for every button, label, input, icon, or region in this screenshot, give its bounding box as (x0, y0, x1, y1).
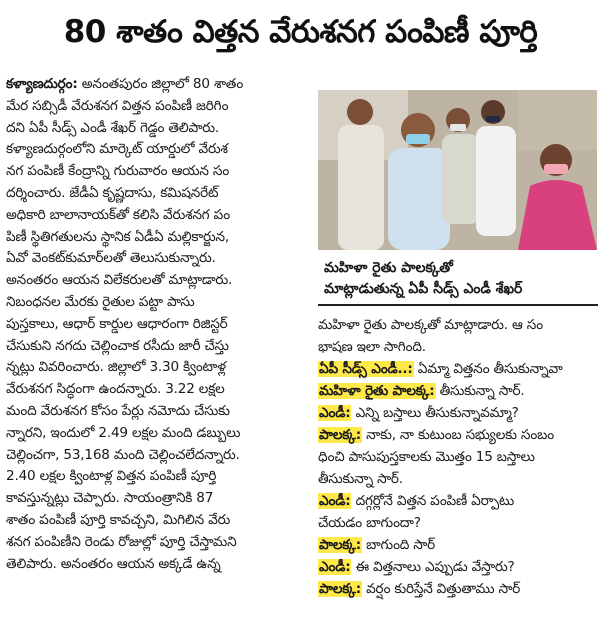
article-line: 2.40 లక్షల క్వింటాళ్ల విత్తన పంపిణీ పూర్తి (6, 468, 217, 485)
article-line: మేర సబ్సిడీ వేరుశనగ విత్తన పంపిణీ జరిగిం (6, 97, 229, 114)
dialogue-line (318, 358, 598, 380)
dialogue-line (318, 402, 598, 424)
article-line: అనంతరం ఆయన విలేకరులతో మాట్లాడారు. (6, 272, 233, 289)
dialogue-line (318, 446, 598, 468)
speaker-label: పాలక్క: (319, 537, 361, 553)
speaker-label: ఎండీ: (319, 493, 351, 509)
article-line: దని ఏపీ సీడ్స్ ఎండీ శేఖర్ గెడ్డం తెలిపారు. (6, 119, 219, 136)
photo-illustration (318, 90, 597, 250)
dialogue-text: తీసుకున్నా సార్. (435, 383, 525, 399)
article-line: చేసుకుని నగదు చెల్లించాక రసీదు జారీ చేస్తు (6, 337, 229, 354)
speaker-label: ఏపీ సీడ్స్ ఎండీ..: (319, 361, 413, 377)
article-line: న్నారని, ఇందులో 2.49 లక్షల మంది డబ్బులు (6, 424, 241, 441)
article-line: దర్శించారు. జేడీఏ కృష్ణదాసు, కమిషనరేట్ (6, 184, 219, 201)
article-line: న్నట్లు వివరించారు. జిల్లాలో 3.30 క్వింటాళ్ల (6, 359, 226, 376)
article-line: కళ్యాణదుర్గంలోని మార్కెట్ యార్డులో వేరుశ (6, 141, 228, 158)
dialogue-line (318, 512, 598, 534)
dialogue-intro: మహిళా రైతు పాలక్కతో మాట్లాడారు. ఆ సం (318, 317, 543, 333)
dialogue-text: ఈ విత్తనాలు ఎప్పుడు వేస్తారు? (351, 559, 515, 575)
article-text: అనంతపురం జిల్లాలో 80 శాతం (77, 76, 244, 92)
article-line: శనగ పంపిణీని రెండు రోజుల్లో పూర్తి చేస్తామని (6, 533, 237, 550)
dateline: కళ్యాణదుర్గం: (6, 76, 78, 92)
dialogue-line (318, 578, 598, 600)
dialogue-line (318, 490, 598, 512)
article-line: కావస్తున్నట్లు చెప్పారు. సాయంత్రానికి 87 (6, 490, 214, 507)
article-line: నిబంధనల మేరకు రైతుల పట్టా పాసు (6, 293, 195, 310)
dialogue-text: నాకు, నా కుటుంబ సభ్యులకు సంబం (361, 427, 554, 443)
news-photo (318, 90, 597, 250)
speaker-label: పాలక్క: (319, 581, 361, 597)
dialogue-text: ఎన్ని బస్తాలు తీసుకున్నావమ్మా? (351, 405, 519, 421)
speaker-label: ఎండీ: (319, 405, 351, 421)
article-line: పుస్తకాలు, ఆధార్ కార్డుల ఆధారంగా రిజిస్టర్ (6, 315, 228, 332)
dialogue-line (318, 424, 598, 446)
dialogue-text: తీసుకున్నా సార్. (318, 471, 403, 487)
speaker-label: ఎండీ: (319, 559, 351, 575)
dialogue-line (318, 380, 598, 402)
speaker-label: మహిళా రైతు పాలక్క: (319, 383, 435, 399)
dialogue-text: దగ్గర్లోనే విత్తన పంపిణీ ఏర్పాటు (351, 493, 514, 509)
dialogue-line (318, 556, 598, 578)
article-line: శాతం పంపిణీ పూర్తి కావచ్చని, మిగిలిన వేరు (6, 511, 231, 528)
article-line: తెలిపారు. అనంతరం ఆయన అక్కడే ఉన్న (6, 555, 221, 572)
dialogue-intro: భాషణ ఇలా సాగింది. (318, 339, 426, 355)
article-line: చెల్లించగా, 53,168 మంది చెల్లించలేదన్నారు. (6, 446, 240, 463)
speaker-label: పాలక్క: (319, 427, 361, 443)
article-line: నగ పంపిణీ కేంద్రాన్ని గురువారం ఆయన సం (6, 163, 230, 180)
dialogue (318, 314, 598, 600)
article-line: ఏవో వెంకట్‌కుమార్‌లతో తెలుసుకున్నారు. (6, 250, 216, 267)
article-line (6, 74, 311, 96)
dialogue-text: బాగుంది సార్ (361, 537, 435, 553)
article-line: మంది వేరుశనగ కోసం పేర్లు నమోదు చేసుకు (6, 402, 230, 419)
dialogue-text: ధించి పాసుపుస్తకాలకు మొత్తం 15 బస్తాలు (318, 449, 535, 465)
article-line: అధికారి బాలానాయక్‌తో కలిసి వేరుశనగ పం (6, 206, 230, 223)
dialogue-line (318, 534, 598, 556)
article-line: వేరుశనగ సిద్ధంగా ఉందన్నారు. 3.22 లక్షల (6, 381, 225, 398)
photo-column (318, 90, 598, 600)
dialogue-text: వర్షం కురిస్తేనే విత్తుతాము సార్ (361, 581, 521, 597)
dialogue-text: చేయడం బాగుందా? (318, 515, 421, 531)
article-body (6, 74, 311, 575)
dialogue-text: ఏమ్మా విత్తనం తీసుకున్నావా (413, 361, 563, 377)
caption-line: మాట్లాడుతున్న ఏపీ సీడ్స్ ఎండీ శేఖర్ (324, 281, 523, 297)
caption-line: మహిళా రైతు పాలక్కతో (324, 260, 453, 276)
article-line: పిణీ స్థితిగతులను స్థానిక ఏడీఏ మల్లికార్జున, (6, 228, 230, 245)
headline: 80 శాతం విత్తన వేరుశనగ పంపిణీ పూర్తి (63, 13, 538, 50)
dialogue-line (318, 468, 598, 490)
photo-caption (318, 252, 598, 306)
